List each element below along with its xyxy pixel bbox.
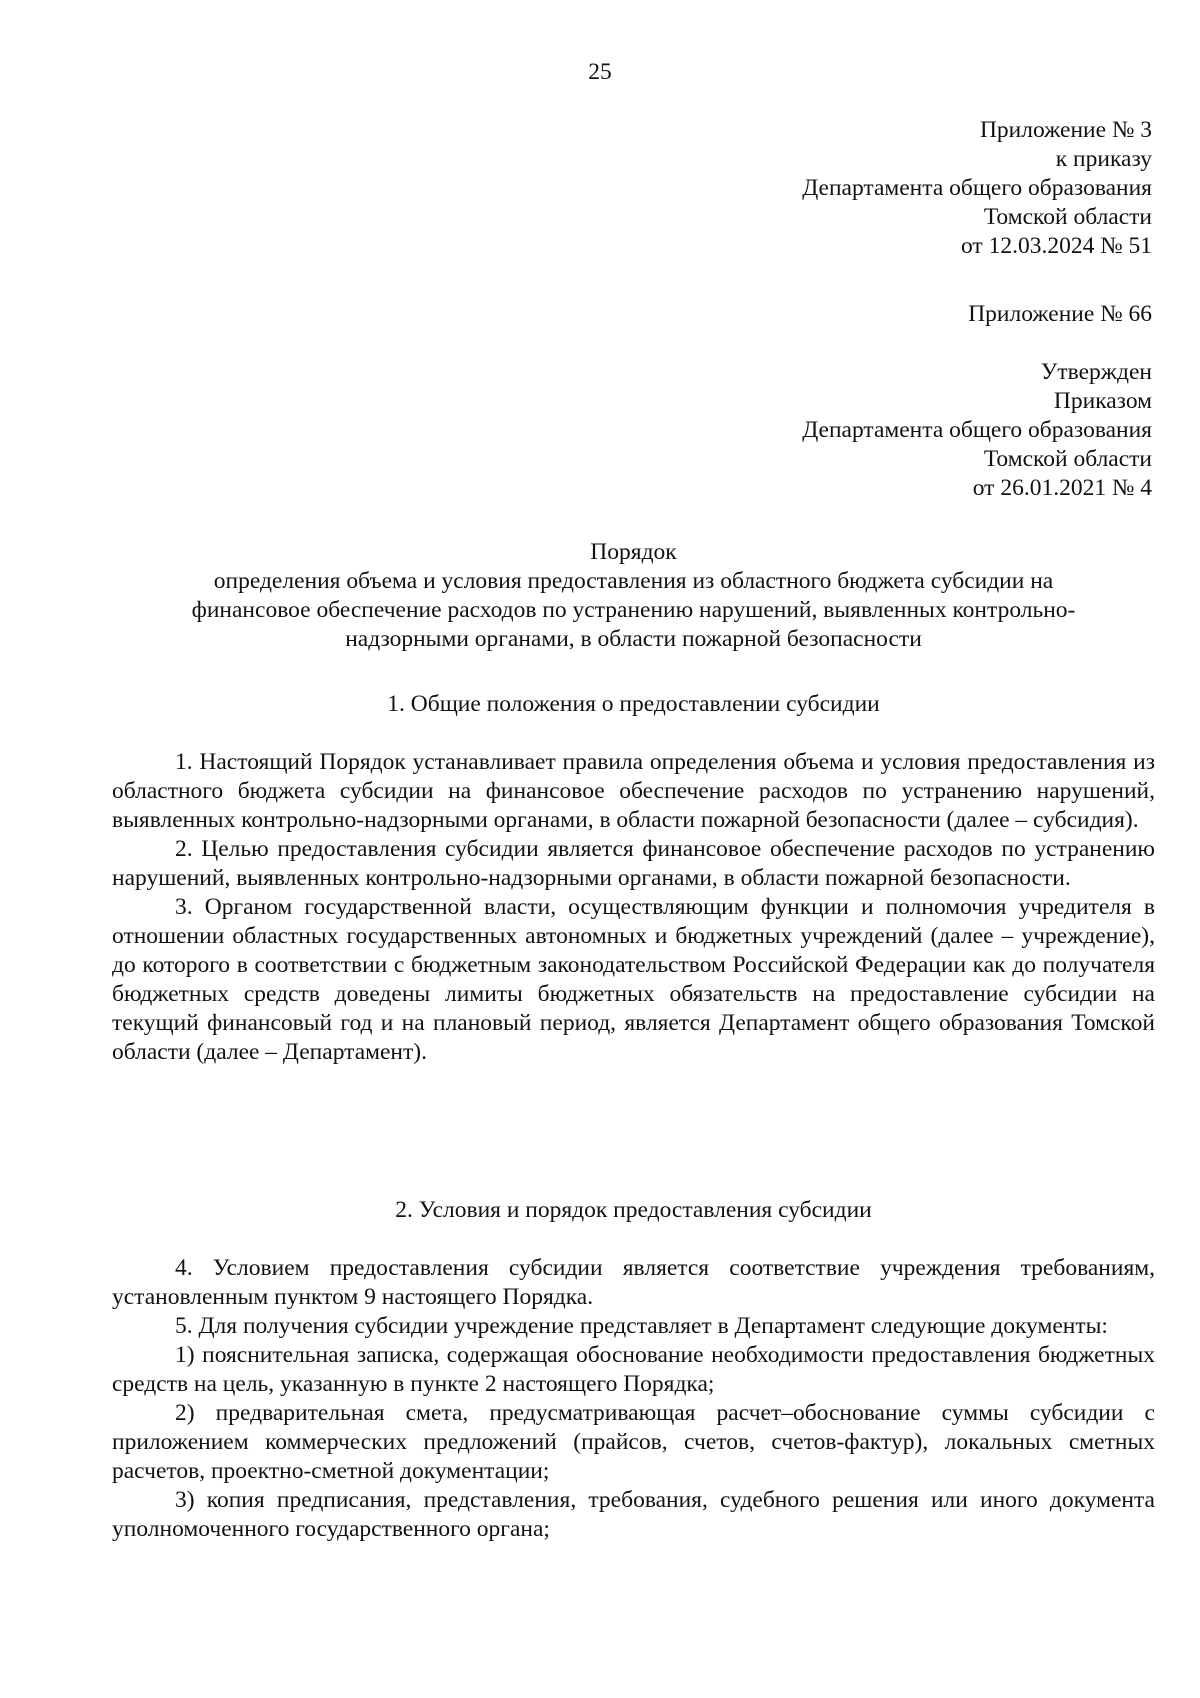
annex-66-label: Приложение № 66 [968, 301, 1152, 327]
annex-line: к приказу [1055, 146, 1152, 172]
approval-line: Департамента общего образования [802, 417, 1152, 443]
document-title [112, 538, 1155, 654]
list-item: 2) предварительная смета, предусматривающая расчет–обоснование суммы субсидии с приложением коммерческих предложений (прайсов, счетов, счетов-фактур), локальных сметных расчетов, проектно-сметной документации; [112, 1400, 1155, 1484]
section-2-body [112, 1254, 1155, 1544]
approval-line: Томской области [983, 446, 1152, 472]
approval-line: Приказом [1053, 388, 1152, 414]
annex-line: от 12.03.2024 № 51 [960, 233, 1152, 259]
page-number: 25 [588, 59, 612, 85]
annex-line: Томской области [983, 204, 1152, 230]
section-1-heading: 1. Общие положения о предоставлении субсидии [387, 691, 880, 717]
annex-66-header [968, 300, 1152, 329]
section-2-heading: 2. Условия и порядок предоставления субсидии [395, 1197, 872, 1223]
title-line: определения объема и условия предоставления из областного бюджета субсидии на [213, 568, 1054, 594]
list-item: 3) копия предписания, представления, требования, судебного решения или иного документа уполномоченного государственного органа; [112, 1487, 1155, 1542]
approval-line: от 26.01.2021 № 4 [972, 475, 1152, 501]
section-1-body [112, 748, 1155, 1067]
approval-header [802, 358, 1152, 503]
approval-line: Утвержден [1040, 359, 1152, 385]
title-line: Порядок [590, 539, 677, 565]
title-line: финансовое обеспечение расходов по устранению нарушений, выявленных контрольно- [191, 597, 1076, 623]
paragraph: 1. Настоящий Порядок устанавливает правила определения объема и условия предоставления из областного бюджета субсидии на финансовое обеспечение расходов по устранению нарушений, выявленных контрольно-надзорными органами, в области пожарной безопасности (далее – субсидия). [112, 749, 1155, 833]
annex-line: Приложение № 3 [979, 117, 1152, 143]
title-line: надзорными органами, в области пожарной безопасности [345, 626, 922, 652]
paragraph: 3. Органом государственной власти, осуществляющим функции и полномочия учредителя в отношении областных государственных автономных и бюджетных учреждений (далее – учреждение), до которого в соответствии с бюджетным законодательством Российской Федерации как до получателя бюджетных средств доведены лимиты бюджетных обязательств на предоставление субсидии на текущий финансовый год и на плановый период, является Департамент общего образования Томской области (далее – Департамент). [112, 894, 1155, 1065]
paragraph: 4. Условием предоставления субсидии является соответствие учреждения требованиям, установленным пунктом 9 настоящего Порядка. [112, 1255, 1155, 1310]
paragraph: 2. Целью предоставления субсидии является финансовое обеспечение расходов по устранению нарушений, выявленных контрольно-надзорными органами, в области пожарной безопасности. [112, 836, 1155, 891]
annex-3-header [802, 116, 1152, 261]
paragraph: 5. Для получения субсидии учреждение представляет в Департамент следующие документы: [175, 1313, 1108, 1339]
annex-line: Департамента общего образования [802, 175, 1152, 201]
list-item: 1) пояснительная записка, содержащая обоснование необходимости предоставления бюджетных средств на цель, указанную в пункте 2 настоящего Порядка; [112, 1342, 1155, 1397]
